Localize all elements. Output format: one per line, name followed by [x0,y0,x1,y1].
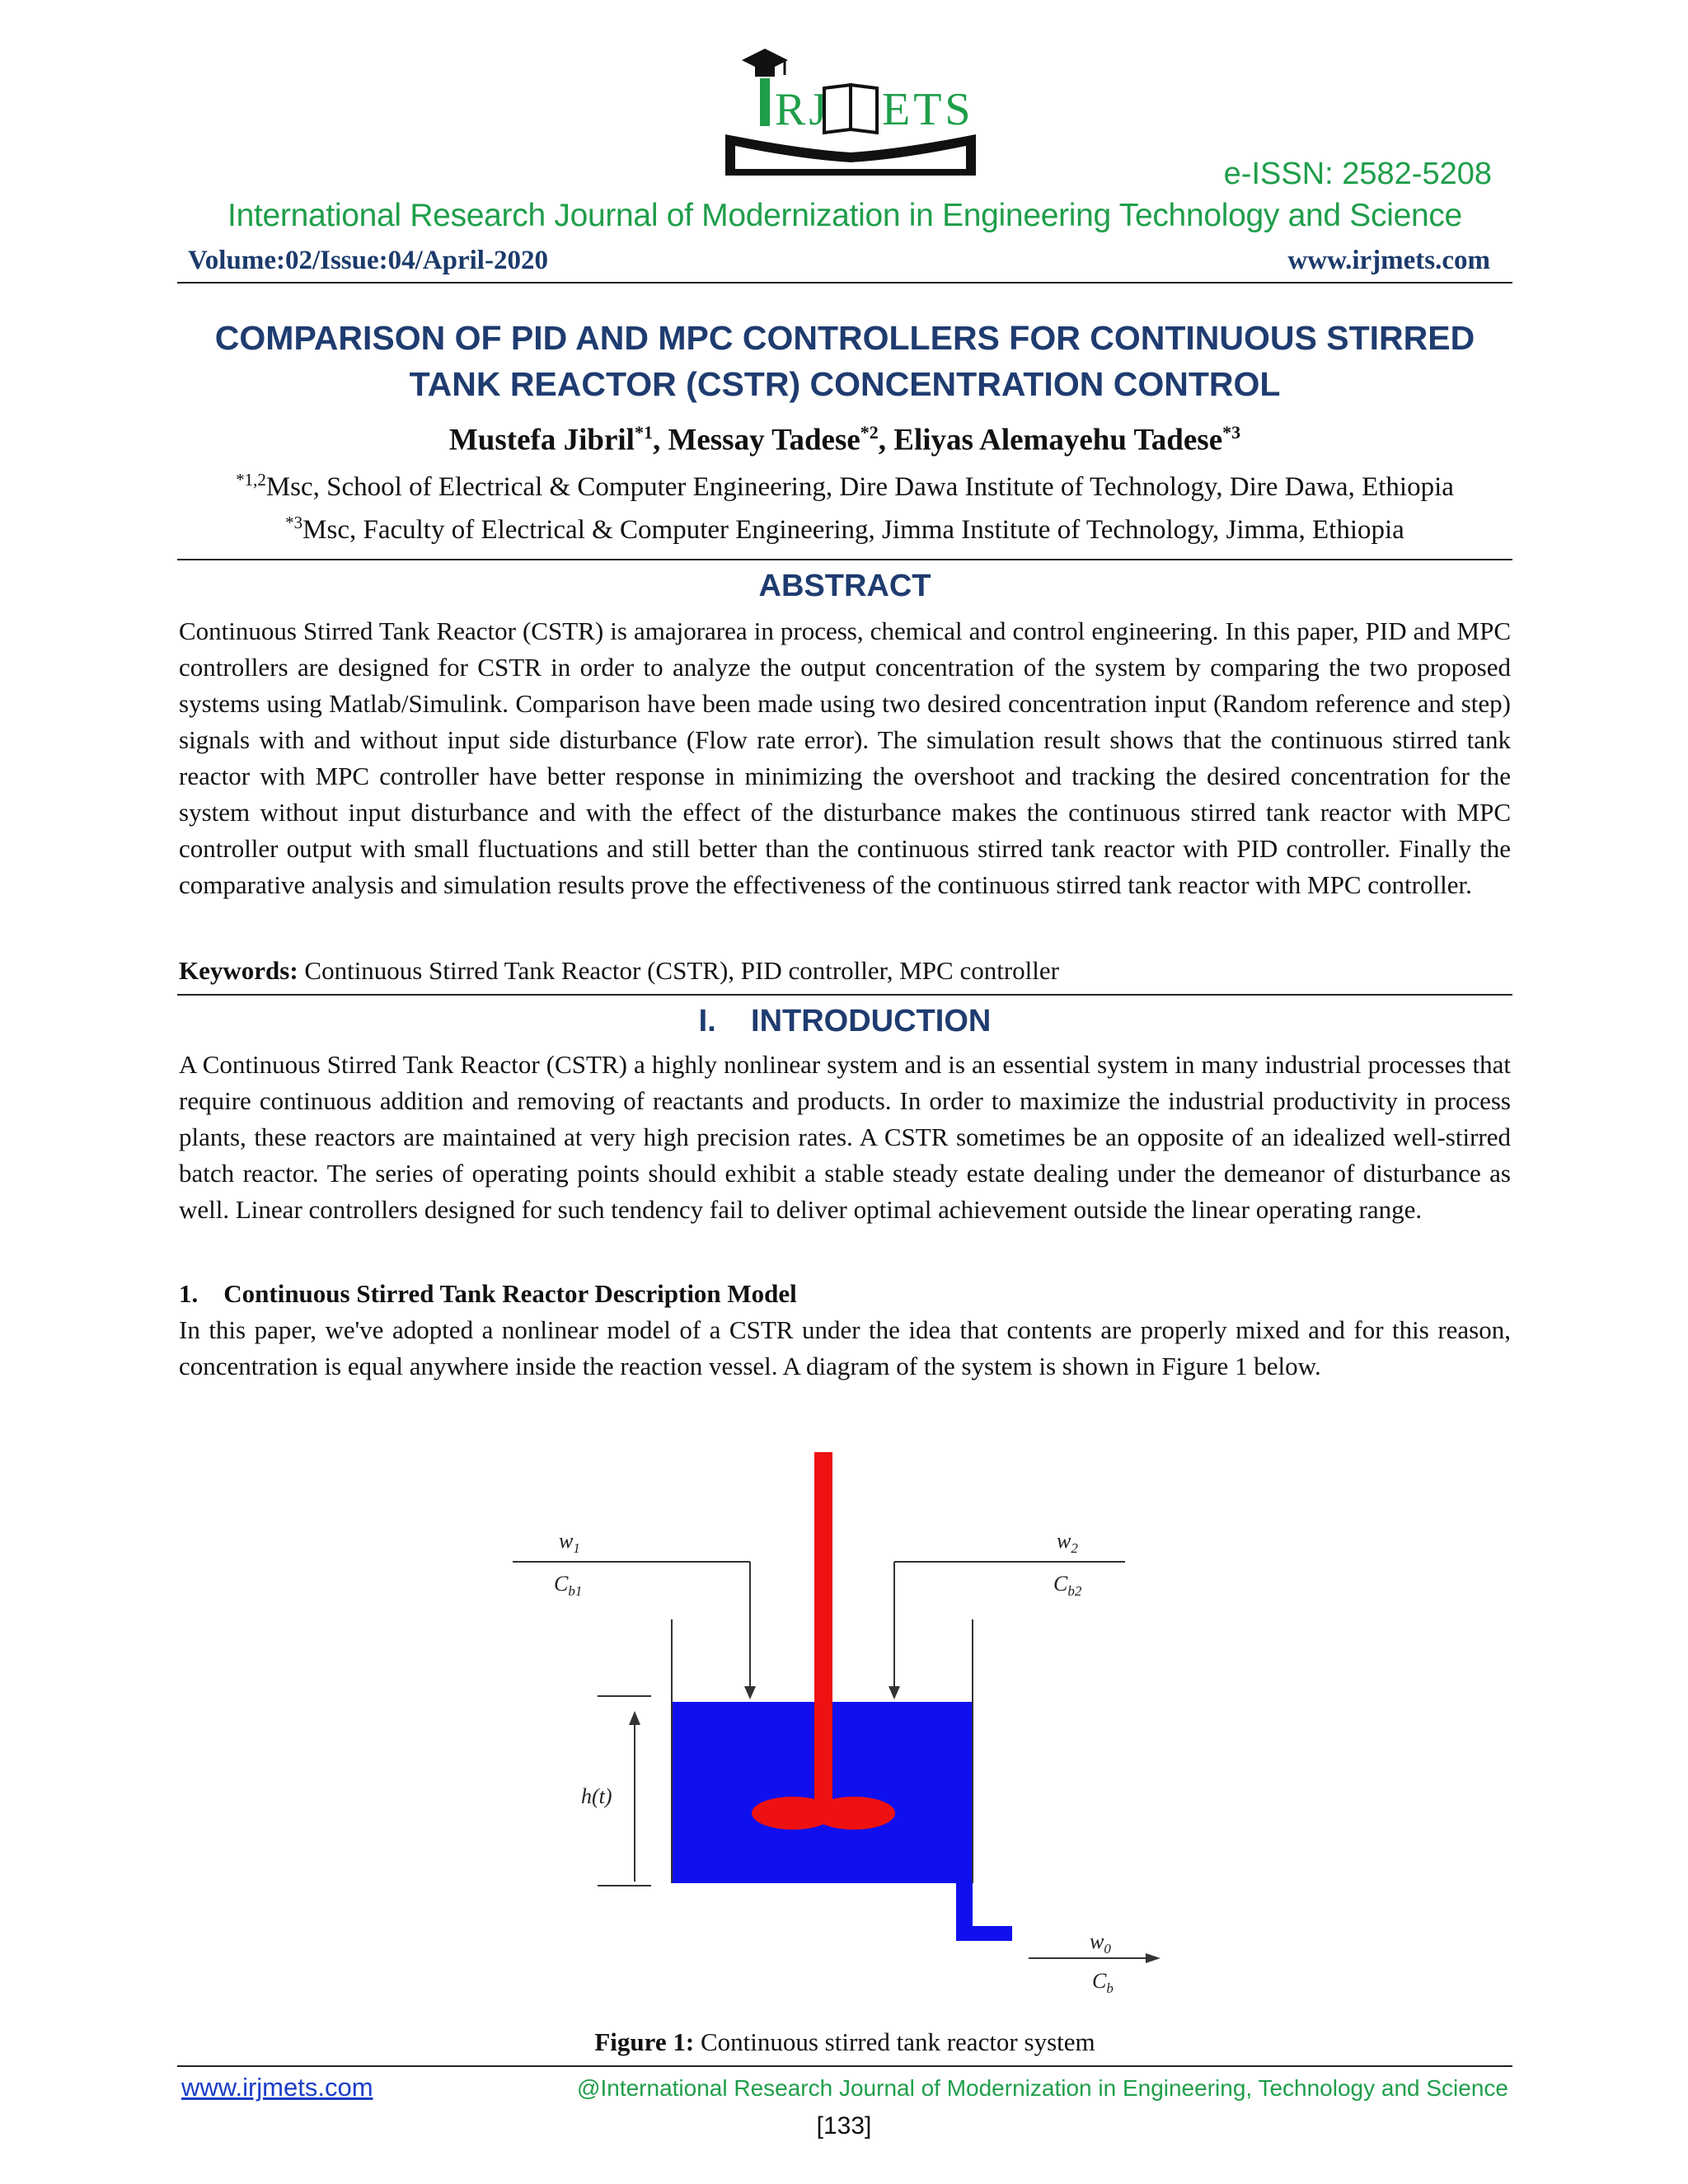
affiliation-1 [177,470,1512,503]
volume-info: Volume:02/Issue:04/April-2020 [188,246,548,275]
author-separator: , [652,423,668,457]
caption-label: Figure 1: [594,2027,695,2056]
keywords-label: Keywords: [179,956,298,985]
keywords-text: Continuous Stirred Tank Reactor (CSTR), PID controller, MPC controller [298,956,1059,985]
height-label: h(t) [581,1784,612,1808]
author-name: Messay Tadese [668,423,860,457]
affiliation-rule [177,559,1512,560]
figure-caption [177,2027,1512,2057]
title-line-2: TANK REACTOR (CSTR) CONCENTRATION CONTROL [409,365,1281,403]
inflow-1-arrow-icon [744,1686,756,1699]
cb1-label: $C_{b1}$ [554,1572,583,1599]
cb-label: $C_b$ [1092,1969,1114,1996]
affiliation-mark: *3 [285,513,303,532]
svg-text:RJ: RJ [775,84,831,135]
abstract-rule [177,994,1512,996]
title-line-1: COMPARISON OF PID AND MPC CONTROLLERS FOR CONTINUOUS STIRRED [214,319,1475,357]
abstract-body: Continuous Stirred Tank Reactor (CSTR) is amajorarea in process, chemical and control engineering. In this paper, PID and MPC controllers are designed for CSTR in order to analyze the output concentration of the system by comparing the two proposed systems using Matlab/Simulink. Comparison have been made using two desired concentration input (Random reference and step) signals with and without input side disturbance (Flow rate error). The simulation result shows that the continuous stirred tank reactor with MPC controller have better response in minimizing the overshoot and tracking the desired concentration for the system without input disturbance and with the effect of the disturbance makes the continuous stirred tank reactor with MPC controller output with small fluctuations and still better than the continuous stirred tank reactor with PID controller. Finally the comparative analysis and simulation results prove the effectiveness of the continuous stirred tank reactor with MPC controller. [179,616,1511,899]
abstract-heading: ABSTRACT [758,569,931,603]
keywords [179,953,1511,989]
author-mark: *3 [1222,422,1241,443]
journal-name: International Research Journal of Modernization in Engineering Technology and Science [227,198,1462,233]
footer-rule [177,2065,1512,2067]
w0-label: $w_0$ [1090,1929,1111,1957]
affiliation-text: Msc, Faculty of Electrical & Computer Engineering, Jimma Institute of Technology, Jimma, Ethiopia [302,515,1404,545]
caption-text: Continuous stirred tank reactor system [694,2027,1095,2056]
outflow-arrow-icon [1146,1953,1160,1963]
cstr-diagram [495,1434,1203,2011]
stirrer-shaft [814,1452,832,1815]
stirrer-paddle-right [813,1797,895,1830]
author-mark: *1 [634,422,653,443]
author-list [177,422,1512,457]
author-separator: , [878,423,894,457]
introduction-body: A Continuous Stirred Tank Reactor (CSTR) a highly nonlinear system and is an essential system in many industrial processes that require continuous addition and removing of reactants and products. In order to maximize the industrial productivity in process plants, these reactors are maintained at very high precision rates. A CSTR sometimes be an opposite of an idealized well-stirred batch reactor. The series of operating points should exhibit a stable steady estate dealing under the demeanor of disturbance as well. Linear controllers designed for such tendency fail to deliver optimal achievement outside the linear operating range. [179,1050,1511,1224]
level-arrow-icon [629,1711,640,1725]
paper-title [177,315,1512,407]
section-1-heading: 1. Continuous Stirred Tank Reactor Description Model [179,1279,797,1308]
author-name: Eliyas Alemayehu Tadese [893,423,1223,457]
author-name: Mustefa Jibril [448,423,635,457]
footer-copyright: @International Research Journal of Modernization in Engineering, Technology and Science [577,2075,1508,2101]
issn: e-ISSN: 2582-5208 [1223,157,1492,191]
inflow-2-arrow-icon [889,1686,900,1699]
cb2-label: $C_{b2}$ [1053,1572,1082,1599]
footer-website-link[interactable]: www.irjmets.com [181,2073,373,2102]
w1-label: $w_1$ [559,1529,580,1556]
w2-label: $w_2$ [1057,1529,1078,1556]
page-number: [133] [816,2112,872,2139]
journal-website: www.irjmets.com [1287,246,1490,275]
affiliation-text: Msc, School of Electrical & Computer Engineering, Dire Dawa Institute of Technology, Dire Dawa, Ethiopia [265,472,1454,502]
section-1-body: In this paper, we've adopted a nonlinear model of a CSTR under the idea that contents are properly mixed and for this reason, concentration is equal anywhere inside the reaction vessel. A diagram of the system is shown in Figure 1 below. [179,1315,1511,1380]
svg-text:ETS: ETS [882,84,974,135]
affiliation-2 [177,513,1512,546]
header-rule [177,282,1512,284]
introduction-heading: I. INTRODUCTION [698,1004,992,1038]
affiliation-mark: *1,2 [236,470,266,490]
journal-logo [717,37,1014,190]
outlet-pipe-horizontal [956,1926,1012,1941]
author-mark: *2 [860,422,879,443]
